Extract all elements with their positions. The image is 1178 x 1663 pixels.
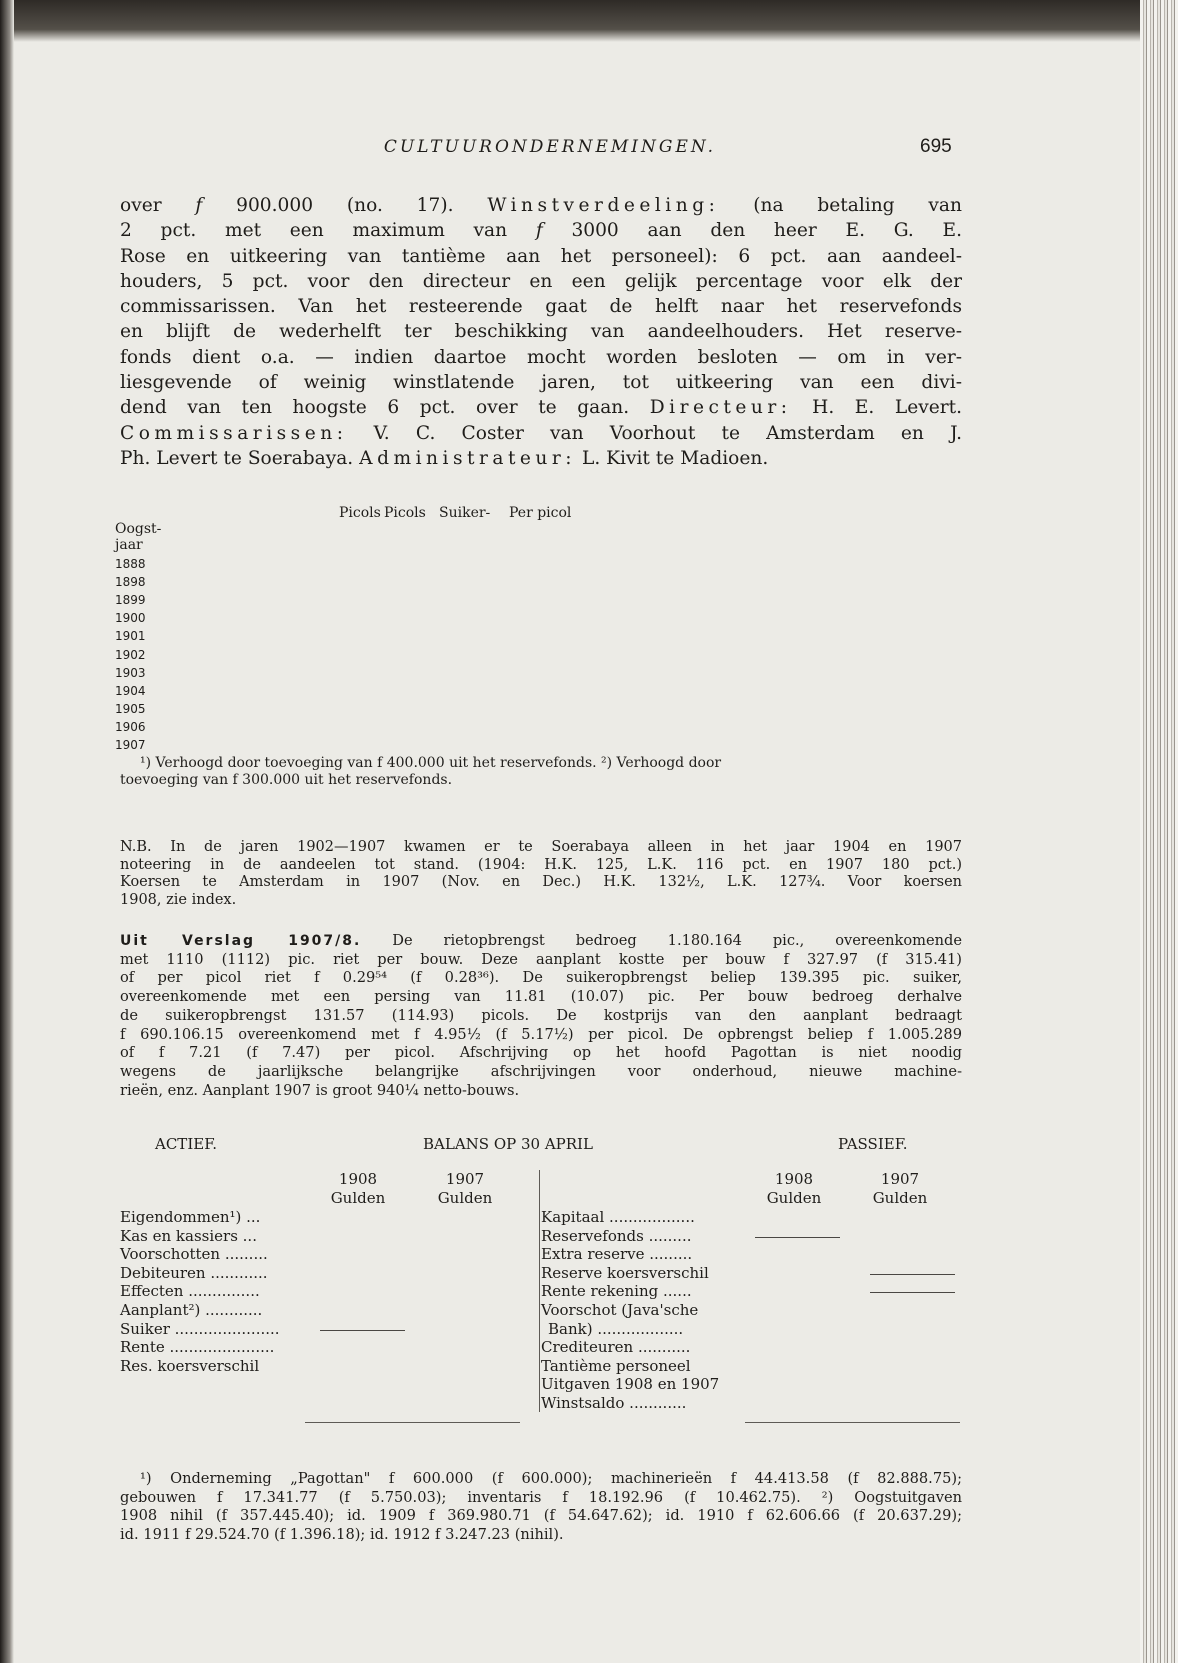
balance-footnote-line: id. 1911 f 29.524.70 (f 1.396.18); id. 1912 f 3.247.23 (nihil). [120,1525,564,1543]
paragraph-fragment: 3000 aan den heer E. G. E. [542,220,962,242]
total-rule [305,1422,520,1423]
verslag-line [120,1063,962,1082]
paragraph-fragment: Administrateur: [359,447,577,469]
table-cell: 1907 [115,738,146,752]
annual-report-paragraph [120,932,962,1100]
paragraph-fragment: Winstverdeeling: [487,195,720,216]
verslag-text: overeenkomende met een persing van 11.81 (10.07) pic. Per bouw bedroeg derhalve [120,988,962,1006]
table-header: Per picol [509,505,572,521]
paragraph-fragment: en blijft de wederhelft ter beschikking van aandeelhouders. Het reserve- [120,321,962,343]
verslag-title: Uit Verslag 1907/8. [120,933,362,949]
table-footnote: toevoeging van f 300.000 uit het reservefonds. [120,772,453,788]
page-left-shadow [0,0,14,1663]
verslag-text: rieën, enz. Aanplant 1907 is groot 940¼ netto-bouws. [120,1081,520,1099]
paragraph-fragment: f [535,220,543,242]
paragraph-fragment: 900.000 (no. 17). [202,195,488,216]
nb-line: N.B. In de jaren 1902—1907 kwamen er te Soerabaya alleen in het jaar 1904 en 1907 [120,839,962,855]
nb-note [120,839,962,909]
verslag-text: f 690.106.15 overeenkomend met f 4.95½ (f 5.17½) per picol. De opbrengst beliep f 1.005.289 [120,1025,962,1043]
paragraph-line [120,244,962,269]
paragraph-fragment: f [195,195,203,216]
balance-col-year: 1907 [880,1170,920,1188]
table-header: Oogst- [115,521,162,537]
balance-col-year: 1907 [445,1170,485,1188]
balance-col-year: 1908 [774,1170,814,1188]
empty-dash [870,1274,955,1275]
paragraph-fragment: commissarissen. Van het resteerende gaat de helft naar het reservefonds [120,296,962,318]
balance-divider [539,1170,540,1412]
passief-label: Reserve koersverschil [541,1263,709,1282]
paragraph-fragment: Ph. Levert te Soerabaya. [120,447,360,469]
paragraph-fragment: over [120,195,196,216]
balance-title-passief: PASSIEF. [838,1135,908,1153]
verslag-text: wegens de jaarlijksche belangrijke afschrijvingen voor onderhoud, nieuwe machine- [120,1062,962,1080]
empty-dash [755,1237,840,1238]
passief-label: Rente rekening ...... [541,1282,692,1301]
passief-label: Uitgaven 1908 en 1907 [541,1375,720,1394]
verslag-line [120,932,962,951]
passief-label: Voorschot (Java'sche [541,1301,699,1319]
paragraph-line [120,446,962,471]
paragraph-fragment: Directeur: [649,397,792,419]
actief-label: Res. koersverschil [120,1356,260,1375]
table-cell: 1904 [115,683,146,698]
running-header: CULTUURONDERNEMINGEN. [383,137,717,157]
verslag-text: de suikeropbrengst 131.57 (114.93) picols. De kostprijs van den aanplant bedraagt [120,1006,962,1024]
paragraph-fragment: V. C. Coster van Voorhout te Amsterdam en J. [347,422,962,444]
actief-label: Debiteuren ............ [120,1263,268,1282]
verslag-text: met 1110 (1112) pic. riet per bouw. Deze aanplant kostte per bouw f 327.97 (f 315.41) [120,950,962,968]
nb-line: noteering in de aandeelen tot stand. (1904: H.K. 125, L.K. 116 pct. en 1907 180 pct.) [120,856,962,873]
verslag-text: De rietopbrengst bedroeg 1.180.164 pic., overeenkomende [361,932,962,949]
table-cell: 1899 [115,593,146,608]
table-cell: 1898 [115,575,146,590]
paragraph-fragment: fonds dient o.a. — indien daartoe mocht worden besloten — om in ver- [120,346,962,368]
page-number: 695 [920,136,952,157]
passief-label: Tantième personeel [541,1356,691,1375]
table-cell: 1906 [115,719,146,734]
table-cell: 1900 [115,611,146,626]
passief-label: Reservefonds ......... [541,1226,692,1245]
passief-label: Crediteuren ........... [541,1338,691,1357]
paragraph-fragment: houders, 5 pct. voor den directeur en een gelijk percentage voor elk der [120,270,962,292]
balance-title-center: BALANS OP 30 APRIL [423,1135,593,1153]
profit-distribution-paragraph [120,193,962,471]
balance-footnote-line: 1908 nihil (f 357.445.40); id. 1909 f 369.980.71 (f 54.647.62); id. 1910 f 62.606.66 (f 20.637.29); [120,1507,962,1525]
nb-line: Koersen te Amsterdam in 1907 (Nov. en Dec.) H.K. 132½, L.K. 127¾. Voor koersen [120,874,962,891]
empty-dash [320,1330,405,1331]
paragraph-line [120,218,962,243]
table-cell: 1902 [115,647,146,662]
paragraph-fragment: (na betaling van [719,195,962,216]
table-cell: 1901 [115,629,146,644]
balance-col-unit: Gulden [330,1189,386,1207]
passief-label: Kapitaal .................. [541,1208,695,1226]
table-header: jaar [115,537,143,553]
paragraph-fragment: 2 pct. met een maximum van [120,220,536,242]
actief-label: Rente ...................... [120,1338,275,1357]
table-footnote: ¹) Verhoogd door toevoeging van f 400.000 uit het reservefonds. ²) Verhoogd door [140,755,722,771]
table-cell: 1888 [115,557,146,571]
verslag-text: of per picol riet f 0.29⁵⁴ (f 0.28³⁶). De suikeropbrengst beliep 139.395 pic. suiker, [120,969,962,987]
page-top-shadow [0,0,1140,42]
passief-label: Winstsaldo ............ [541,1394,687,1412]
table-cell: 1905 [115,701,146,716]
balance-col-unit: Gulden [766,1189,822,1207]
verslag-line [120,1007,962,1026]
actief-label: Eigendommen¹) ... [120,1208,261,1226]
paragraph-fragment: dend van ten hoogste 6 pct. over te gaan. [120,397,650,419]
actief-label: Voorschotten ......... [120,1245,268,1264]
paragraph-line [120,294,962,319]
paragraph-line [120,395,962,420]
balance-footnote-line: gebouwen f 17.341.77 (f 5.750.03); inventaris f 18.192.96 (f 10.462.75). ²) Oogstuitgaven [120,1488,962,1506]
actief-label: Aanplant²) ............ [120,1301,263,1319]
nb-line: 1908, zie index. [120,891,237,908]
verslag-line [120,1044,962,1063]
table-cell: 1903 [115,665,146,680]
paragraph-fragment: L. Kivit te Madioen. [576,447,769,469]
actief-label: Kas en kassiers ... [120,1226,257,1245]
paragraph-line [120,319,962,344]
paragraph-fragment: Rose en uitkeering van tantième aan het personeel): 6 pct. aan aandeel- [120,245,962,267]
verslag-line [120,1026,962,1045]
verslag-line [120,951,962,970]
verslag-line [120,988,962,1007]
balance-col-year: 1908 [338,1170,378,1188]
total-rule [745,1422,960,1423]
balance-col-unit: Gulden [437,1189,493,1207]
paragraph-fragment: liesgevende of weinig winstlatende jaren, tot uitkeering van een divi- [120,372,962,394]
verslag-line [120,969,962,988]
balance-col-unit: Gulden [872,1189,928,1207]
table-header: Picols [384,505,426,521]
paragraph-fragment: H. E. Levert. [791,397,962,419]
empty-dash [870,1292,955,1293]
verslag-line [120,1082,962,1101]
paragraph-line [120,421,962,446]
actief-label: Effecten ............... [120,1282,260,1301]
book-spine-pages [1140,0,1178,1663]
actief-label: Suiker ...................... [120,1319,280,1338]
balance-title-actief: ACTIEF. [155,1135,218,1153]
paragraph-line [120,193,962,218]
verslag-text: of f 7.21 (f 7.47) per picol. Afschrijving op het hoofd Pagottan is niet noodig [120,1044,962,1062]
balance-footnote-line: ¹) Onderneming „Pagottan" f 600.000 (f 600.000); machinerieën f 44.413.58 (f 82.888.75); [140,1470,962,1487]
paragraph-line [120,345,962,370]
balance-footnotes [120,1470,962,1544]
table-header: Picols [339,505,381,521]
table-header: Suiker- [439,505,491,521]
paragraph-line [120,269,962,294]
passief-label: Bank) .................. [548,1319,684,1338]
passief-label: Extra reserve ......... [541,1245,693,1264]
paragraph-line [120,370,962,395]
paragraph-fragment: Commissarissen: [120,422,348,444]
